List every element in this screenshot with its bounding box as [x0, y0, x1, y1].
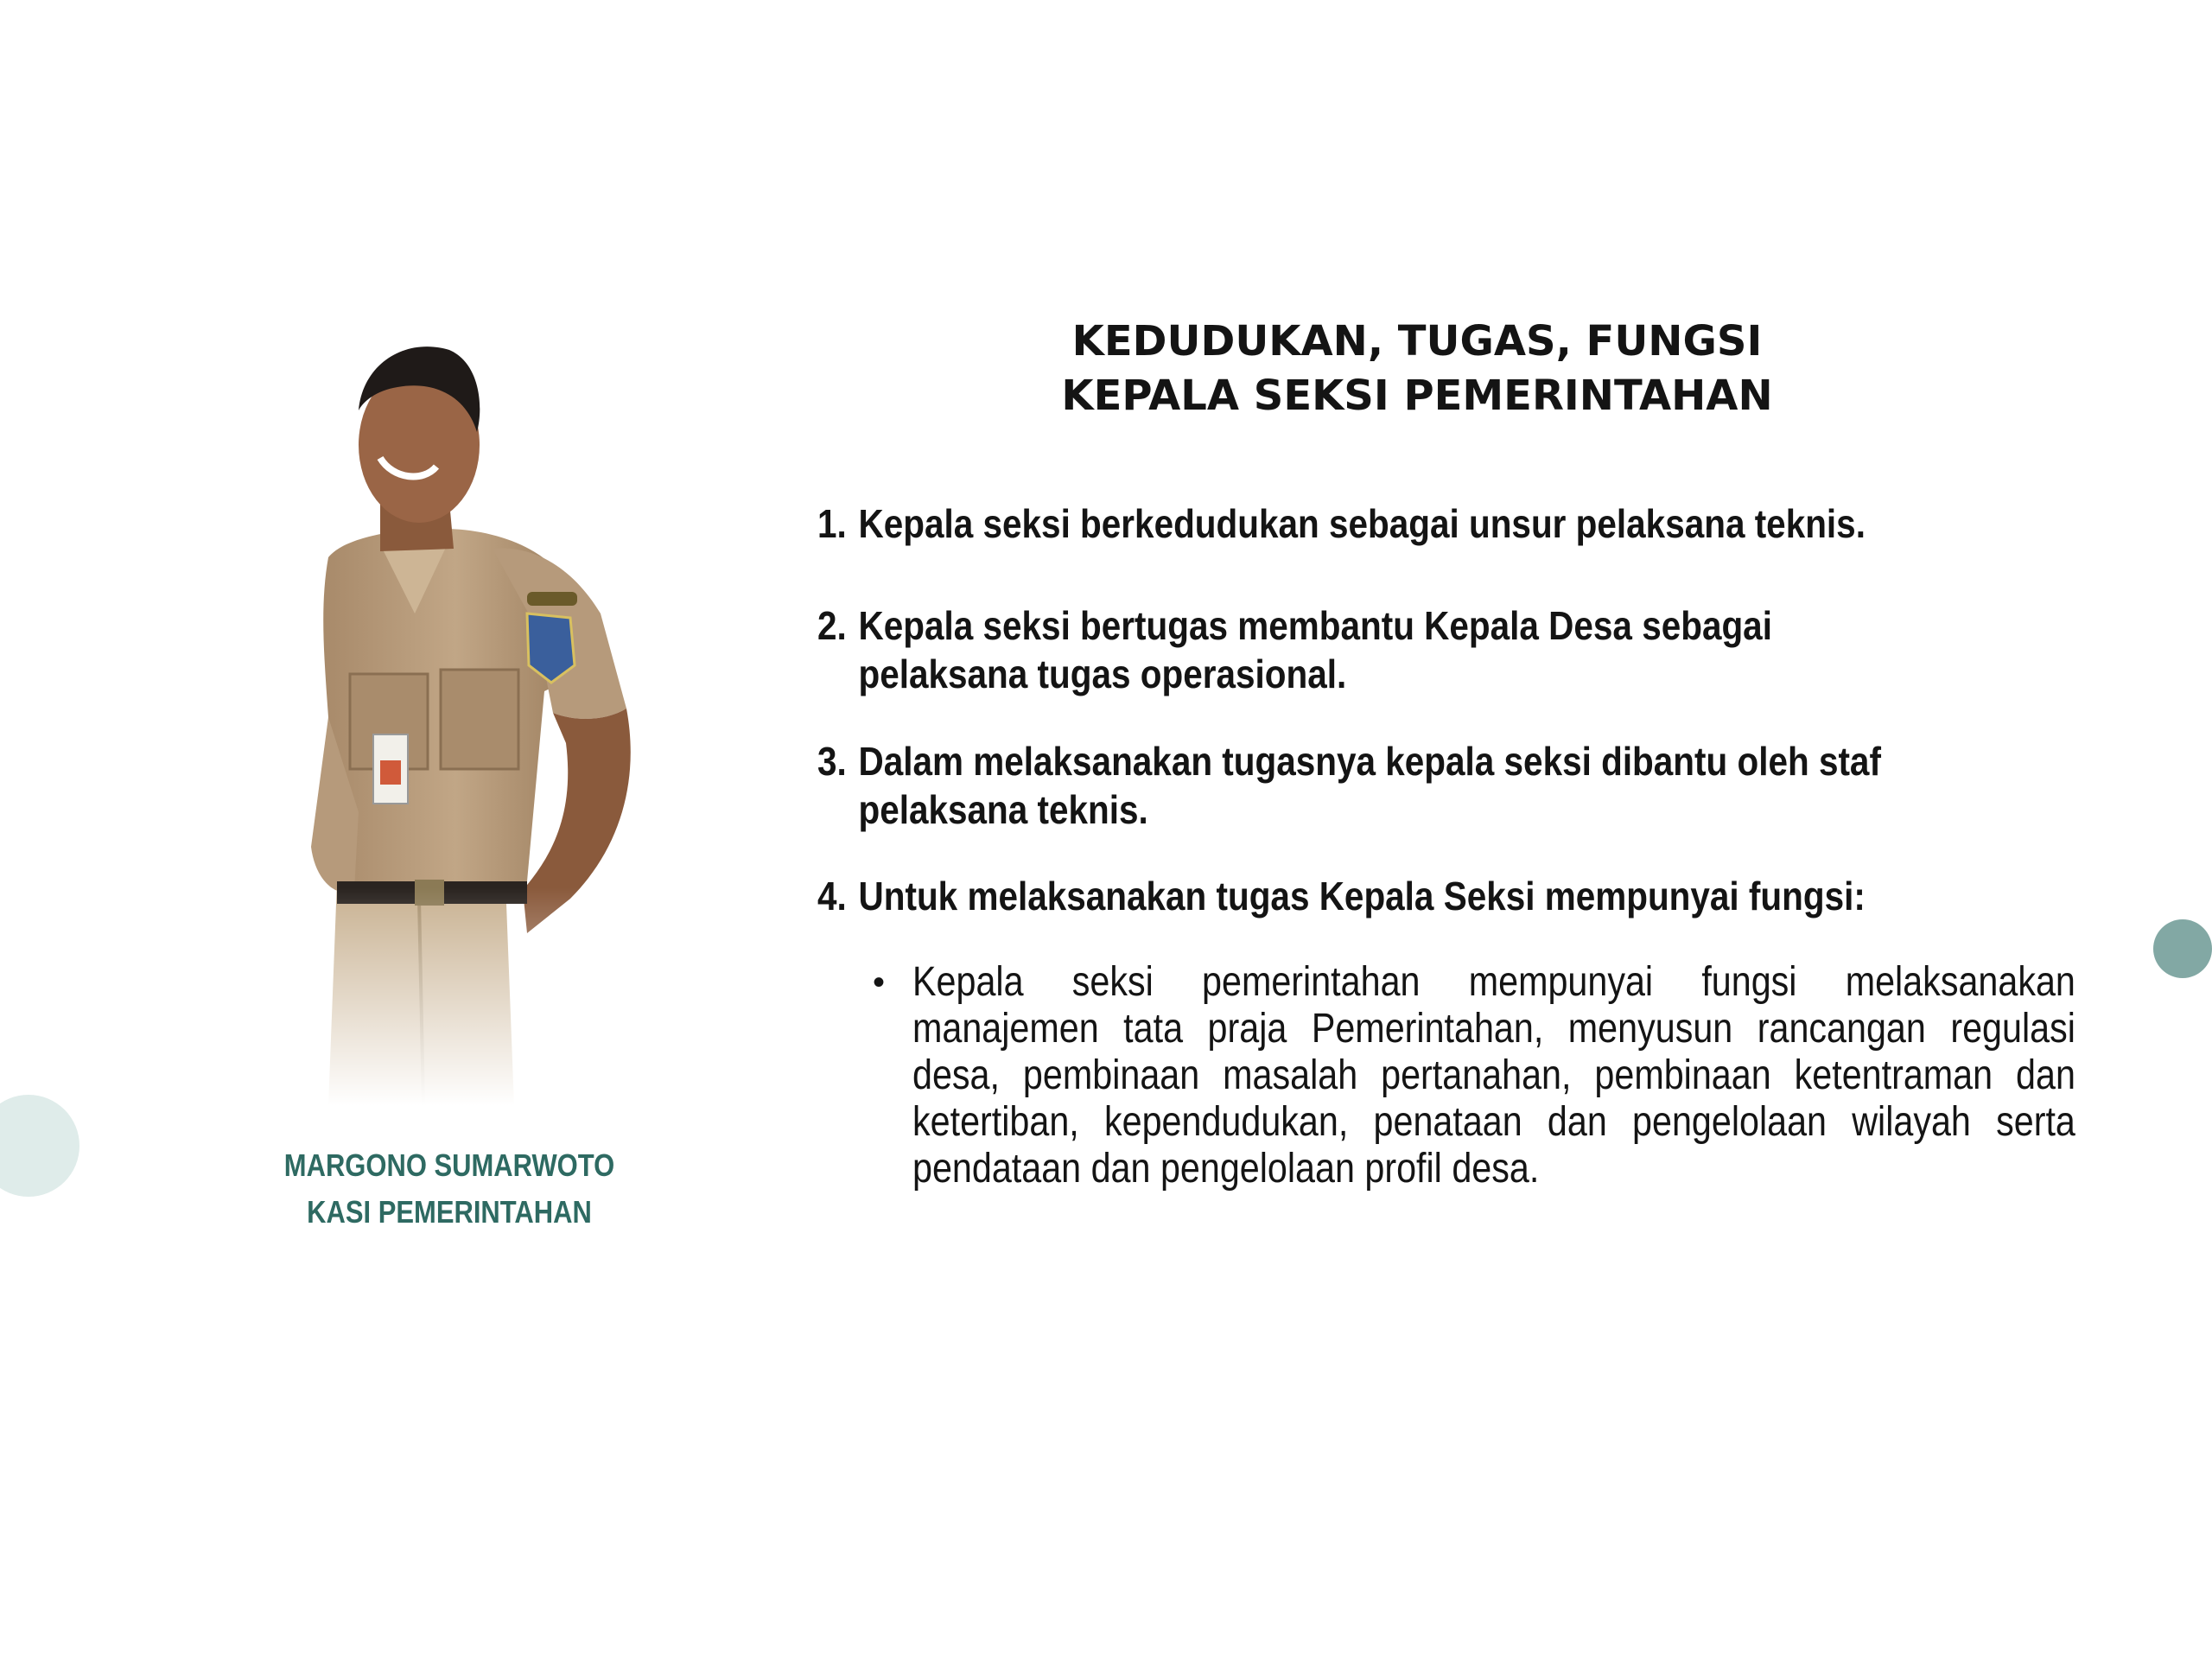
- decorative-circle-left: [0, 1095, 79, 1197]
- function-bullet-item: [873, 959, 2074, 1192]
- function-description: Kepala seksi pemerintahan mempunyai fungsi melaksanakan manajemen tata praja Pemerintahan, menyusun rancangan regulasi desa, pembinaan masalah pertanahan, pembinaan ketentraman dan ketertiban, kependudukan, penataan dan pengelolaan wilayah serta pendataan dan pengelolaan profil desa.: [912, 959, 2075, 1192]
- person-name: MARGONO SUMARWOTO: [283, 1147, 615, 1183]
- title-line-2: KEPALA SEKSI PEMERINTAHAN: [1061, 372, 1773, 420]
- title-line-1: KEDUDUKAN, TUGAS, FUNGSI: [1071, 317, 1763, 365]
- list-item-number: 1.: [817, 501, 847, 546]
- list-item-text: Dalam melaksanakan tugasnya kepala seksi dibantu oleh staf pelaksana teknis.: [858, 739, 1881, 832]
- list-item-text: Untuk melaksanakan tugas Kepala Seksi mempunyai fungsi:: [858, 874, 1866, 918]
- list-item-text: Kepala seksi berkedudukan sebagai unsur pelaksana teknis.: [858, 501, 1866, 546]
- person-position: KASI PEMERINTAHAN: [307, 1194, 592, 1230]
- bullet-marker: •: [873, 963, 886, 1001]
- list-item: [817, 499, 1928, 548]
- decorative-circle-right: [2153, 919, 2212, 978]
- list-item: [817, 737, 1928, 834]
- person-caption: [241, 1142, 658, 1236]
- list-item-number: 3.: [817, 739, 847, 784]
- portrait-photo: [276, 328, 691, 1106]
- page-title: [950, 315, 1884, 423]
- list-item-number: 4.: [817, 874, 847, 918]
- list-item-text: Kepala seksi bertugas membantu Kepala Desa sebagai pelaksana tugas operasional.: [858, 603, 1772, 696]
- list-item-number: 2.: [817, 603, 847, 648]
- list-item: [817, 601, 1928, 698]
- list-item: [817, 872, 1928, 920]
